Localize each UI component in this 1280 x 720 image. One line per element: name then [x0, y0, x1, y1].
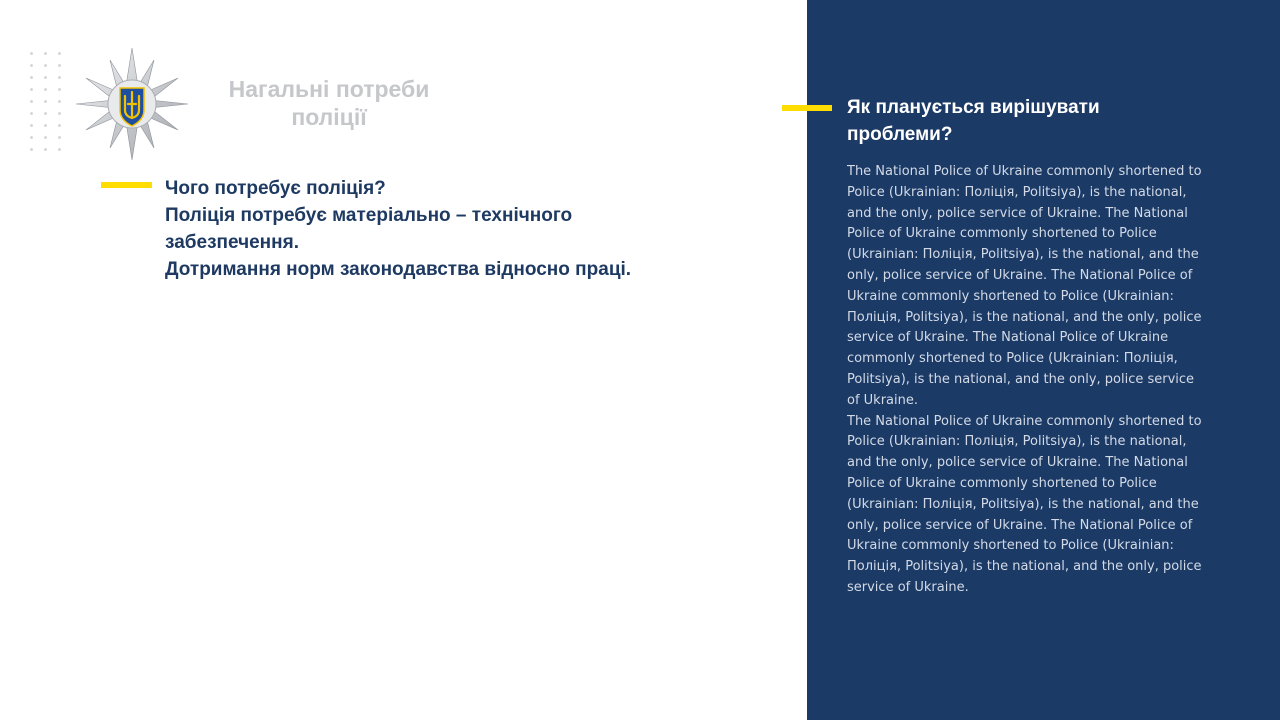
grid-dot	[30, 100, 33, 103]
grid-dot	[30, 112, 33, 115]
right-heading-line: Як планується вирішувати	[847, 97, 1100, 118]
grid-dot	[44, 124, 47, 127]
slide-title	[200, 75, 458, 131]
needs-text-block	[165, 175, 765, 283]
grid-dot	[44, 112, 47, 115]
grid-dot	[44, 52, 47, 55]
grid-dot	[58, 64, 61, 67]
dot-grid-decoration	[30, 52, 64, 156]
grid-dot	[58, 88, 61, 91]
grid-dot	[58, 148, 61, 151]
needs-line: Поліція потребує матеріально – технічного	[165, 205, 573, 226]
grid-dot	[44, 76, 47, 79]
grid-dot	[30, 88, 33, 91]
grid-dot	[58, 112, 61, 115]
right-heading	[847, 94, 1227, 148]
grid-dot	[44, 136, 47, 139]
police-star-trident-icon	[74, 46, 190, 162]
grid-dot	[44, 64, 47, 67]
grid-dot	[30, 124, 33, 127]
grid-dot	[30, 64, 33, 67]
grid-dot	[44, 100, 47, 103]
body-paragraph: The National Police of Ukraine commonly shortened to Police (Ukrainian: Поліція, Politsiya), is the national, and the only, police service of Ukraine. The National Police of Ukraine commonly shortened to Police (Ukrainian: Поліція, Politsiya), is the national, and the only, police service of Ukraine. The National Police of Ukraine commonly shortened to Police (Ukrainian: Поліція, Politsiya), is the national, and the only, police service of Ukraine. The National Police of Ukraine commonly shortened to Police (Ukrainian: Поліція, Politsiya), is the national, and the only, police service of Ukraine.	[847, 164, 1202, 408]
grid-dot	[58, 76, 61, 79]
grid-dot	[30, 76, 33, 79]
grid-dot	[30, 52, 33, 55]
accent-bar	[101, 182, 152, 188]
right-body-text	[847, 162, 1207, 599]
grid-dot	[58, 100, 61, 103]
needs-line: забезпечення.	[165, 232, 299, 253]
needs-line: Дотримання норм законодавства відносно праці.	[165, 259, 632, 280]
grid-dot	[58, 124, 61, 127]
slide-title-line: поліції	[291, 104, 367, 130]
slide-title-line: Нагальні потреби	[228, 76, 430, 102]
grid-dot	[30, 136, 33, 139]
grid-dot	[44, 88, 47, 91]
needs-question: Чого потребує поліція?	[165, 178, 386, 199]
right-heading-line: проблеми?	[847, 124, 953, 145]
grid-dot	[58, 136, 61, 139]
grid-dot	[30, 148, 33, 151]
grid-dot	[58, 52, 61, 55]
accent-bar	[782, 105, 832, 111]
body-paragraph: The National Police of Ukraine commonly shortened to Police (Ukrainian: Поліція, Politsiya), is the national, and the only, police service of Ukraine. The National Police of Ukraine commonly shortened to Police (Ukrainian: Поліція, Politsiya), is the national, and the only, police service of Ukraine. The National Police of Ukraine commonly shortened to Police (Ukrainian: Поліція, Politsiya), is the national, and the only, police service of Ukraine.	[847, 413, 1202, 595]
grid-dot	[44, 148, 47, 151]
